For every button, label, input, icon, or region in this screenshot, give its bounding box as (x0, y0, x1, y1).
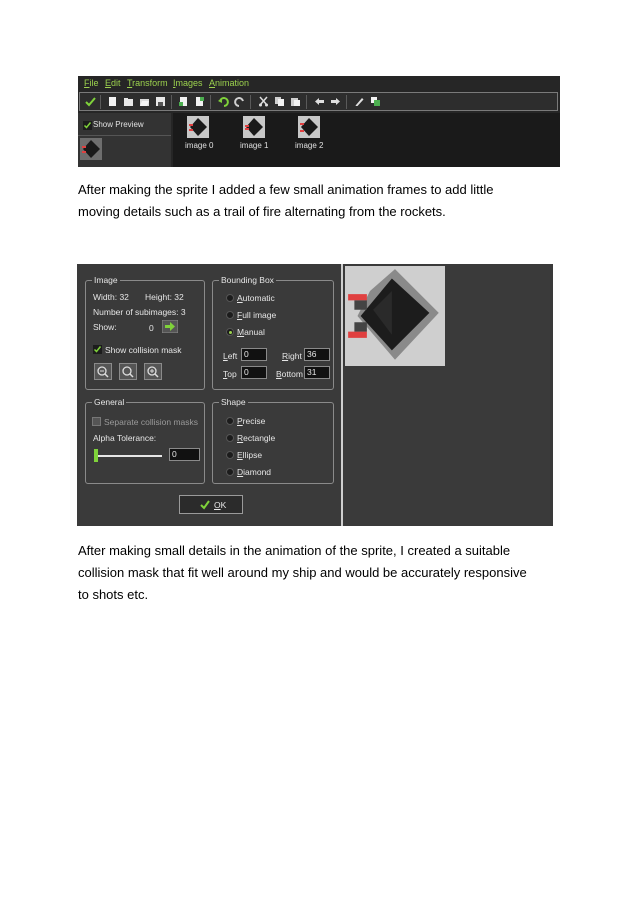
paragraph-1 (78, 179, 493, 223)
zoom-reset-button[interactable] (119, 363, 137, 380)
open-folder-icon[interactable] (139, 96, 150, 107)
insert-image-icon[interactable] (194, 96, 205, 107)
bbox-automatic-radio[interactable] (226, 294, 234, 302)
show-collision-checkbox[interactable] (93, 345, 102, 354)
zoom-in-icon (145, 364, 161, 379)
frame-0-label: image 0 (185, 141, 214, 150)
mask-preview-pane (341, 264, 553, 526)
sprite-editor-screenshot (78, 76, 560, 167)
frame-1-thumbnail[interactable] (243, 116, 265, 138)
paragraph-2-line-1: After making small details in the animation of the sprite, I created a suitable (78, 543, 511, 558)
next-subimage-arrow-icon[interactable] (162, 320, 178, 333)
shape-ellipse-radio[interactable] (226, 451, 234, 459)
paragraph-1-line-2: moving details such as a trail of fire alternating from the rockets. (78, 204, 446, 219)
zoom-icon (120, 364, 136, 379)
open-icon[interactable] (123, 96, 134, 107)
copy-icon[interactable] (274, 96, 285, 107)
bbox-top-field[interactable]: 0 (241, 366, 267, 379)
show-preview-label: Show Preview (93, 120, 144, 129)
show-label: Show: (93, 322, 117, 332)
bbox-manual-radio[interactable] (226, 328, 234, 336)
bbox-bottom-field[interactable]: 31 (304, 366, 330, 379)
redo-icon[interactable] (234, 96, 245, 107)
bbox-bottom-label: Bottom (276, 369, 303, 379)
menu-edit[interactable]: Edit (105, 78, 121, 88)
bbox-right-field[interactable]: 36 (304, 348, 330, 361)
shape-diamond-radio[interactable] (226, 468, 234, 476)
image-group (85, 275, 205, 390)
frame-2-thumbnail[interactable] (298, 116, 320, 138)
new-icon[interactable] (107, 96, 118, 107)
frames-strip (173, 113, 560, 167)
bbox-left-field[interactable]: 0 (241, 348, 267, 361)
shape-ellipse-label: Ellipse (237, 450, 263, 460)
paste-icon[interactable] (290, 96, 301, 107)
paragraph-2-line-2: collision mask that fit well around my ship and would be accurately responsive (78, 565, 527, 580)
show-preview-checkbox[interactable] (83, 121, 92, 130)
bbox-automatic-label: Automatic (237, 293, 275, 303)
frame-2-label: image 2 (295, 141, 324, 150)
show-collision-label: Show collision mask (105, 345, 182, 355)
image-group-title: Image (94, 275, 118, 285)
frame-0-thumbnail[interactable] (187, 116, 209, 138)
ok-label: OK (214, 500, 227, 510)
menu-images[interactable]: Images (173, 78, 203, 88)
zoom-out-icon (95, 364, 111, 379)
bbox-right-label: Right (282, 351, 302, 361)
shape-group (212, 397, 334, 484)
bbox-manual-label: Manual (237, 327, 265, 337)
bbox-top-label: Top (223, 369, 237, 379)
mask-editor-screenshot (77, 264, 553, 526)
alpha-tolerance-track (96, 455, 162, 457)
ship-collision-mask-preview (345, 264, 445, 368)
bounding-box-group (212, 275, 334, 390)
width-label: Width: 32 (93, 292, 129, 302)
color-icon[interactable] (370, 96, 381, 107)
shape-rectangle-label: Rectangle (237, 433, 276, 443)
zoom-in-button[interactable] (144, 363, 162, 380)
alpha-tolerance-field[interactable]: 0 (169, 448, 200, 461)
arrow-left-icon[interactable] (314, 96, 325, 107)
paragraph-2-line-3: to shots etc. (78, 587, 149, 602)
height-label: Height: 32 (145, 292, 184, 302)
cut-icon[interactable] (258, 96, 269, 107)
undo-icon[interactable] (218, 96, 229, 107)
ok-button[interactable] (179, 495, 243, 514)
save-icon[interactable] (155, 96, 166, 107)
shape-precise-label: Precise (237, 416, 266, 426)
general-group-title: General (94, 397, 125, 407)
toolbar (79, 92, 558, 111)
menu-file[interactable]: File (84, 78, 99, 88)
shape-precise-radio[interactable] (226, 417, 234, 425)
paragraph-1-line-1: After making the sprite I added a few small animation frames to add little (78, 182, 494, 197)
shape-diamond-label: Diamond (237, 467, 272, 477)
paragraph-2 (78, 540, 527, 606)
show-value: 0 (149, 323, 154, 333)
separate-masks-checkbox[interactable] (92, 417, 101, 426)
menu-transform[interactable]: Transform (127, 78, 168, 88)
pencil-icon[interactable] (354, 96, 365, 107)
menu-bar (78, 76, 560, 91)
separate-masks-label: Separate collision masks (104, 417, 199, 427)
alpha-tolerance-slider-handle[interactable] (94, 449, 98, 462)
bbox-full-image-label: Full image (237, 310, 277, 320)
general-group (85, 397, 205, 484)
menu-animation[interactable]: Animation (209, 78, 250, 88)
zoom-out-button[interactable] (94, 363, 112, 380)
shape-rectangle-radio[interactable] (226, 434, 234, 442)
shape-group-title: Shape (221, 397, 246, 407)
subimages-label: Number of subimages: 3 (93, 307, 186, 317)
bounding-box-group-title: Bounding Box (221, 275, 274, 285)
ship-preview-sprite (80, 138, 102, 160)
arrow-right-icon[interactable] (330, 96, 341, 107)
bbox-full-image-radio[interactable] (226, 311, 234, 319)
confirm-check-icon[interactable] (85, 96, 96, 107)
alpha-tolerance-label: Alpha Tolerance: (93, 433, 157, 443)
frame-1-label: image 1 (240, 141, 269, 150)
bbox-left-label: Left (223, 351, 238, 361)
ok-check-icon (200, 500, 210, 510)
add-image-icon[interactable] (178, 96, 189, 107)
preview-pane (78, 113, 171, 167)
